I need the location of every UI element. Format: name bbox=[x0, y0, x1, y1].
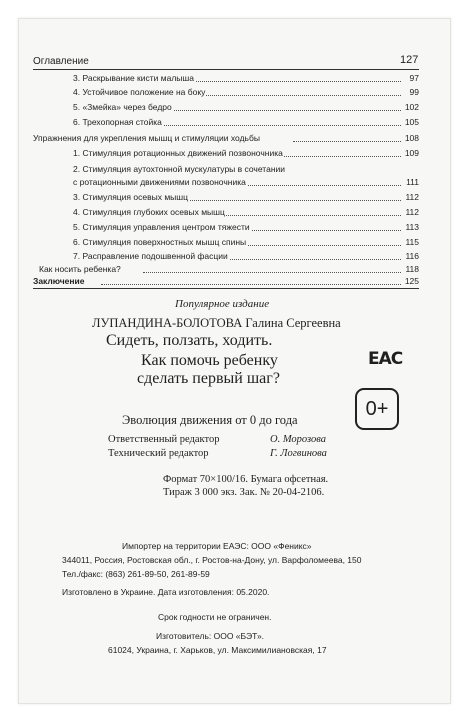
toc-entry-title: Заключение bbox=[33, 276, 85, 286]
toc-entry-title: 3. Раскрывание кисти малыша bbox=[73, 73, 194, 83]
manufacturer: Изготовитель: ООО «БЭТ». bbox=[156, 631, 265, 641]
toc-entry[interactable] bbox=[33, 86, 419, 98]
eac-certification-mark: EAC bbox=[368, 349, 403, 369]
toc-leader-dots bbox=[101, 284, 401, 285]
toc-entry-page: 112 bbox=[405, 207, 419, 217]
importer-line: Импортер на территории ЕАЭС: ООО «Феникс» bbox=[122, 541, 312, 551]
print-format: Формат 70×100/16. Бумага офсетная. bbox=[163, 474, 329, 485]
toc-entry-title: 5. Стимуляция управления центром тяжести bbox=[73, 222, 250, 232]
toc-entry[interactable] bbox=[33, 206, 419, 218]
toc-entry-title: 3. Стимуляция осевых мышц bbox=[73, 192, 188, 202]
age-rating-badge: 0+ bbox=[355, 388, 399, 430]
toc-entry-title: 1. Стимуляция ротационных движений позвоночника bbox=[73, 148, 283, 158]
toc-entry-title: 6. Трехопорная стойка bbox=[73, 117, 162, 127]
tech-editor-name: Г. Логвинова bbox=[270, 448, 327, 459]
manufacturer-address: 61024, Украина, г. Харьков, ул. Максимилиановская, 17 bbox=[108, 645, 327, 655]
toc-section[interactable] bbox=[33, 263, 419, 275]
toc-section[interactable] bbox=[33, 132, 419, 144]
toc-entry[interactable] bbox=[33, 116, 419, 128]
toc-entry-title: 2. Стимуляция аутохтонной мускулатуры в сочетании bbox=[73, 164, 286, 174]
book-title-line3: сделать первый шаг? bbox=[137, 370, 280, 387]
manufacture-date: Изготовлено в Украине. Дата изготовления: 05.2020. bbox=[62, 587, 270, 597]
toc-entry-page: 118 bbox=[405, 264, 419, 274]
toc-entry-page: 102 bbox=[404, 102, 419, 112]
editor-label: Ответственный редактор bbox=[108, 434, 220, 445]
toc-leader-dots bbox=[293, 141, 401, 142]
toc-entry[interactable] bbox=[33, 236, 419, 248]
toc-entry-page: 112 bbox=[405, 192, 419, 202]
toc-entry[interactable] bbox=[33, 250, 419, 262]
edition-type-label: Популярное издание bbox=[175, 298, 270, 310]
toc-entry[interactable] bbox=[33, 176, 419, 188]
toc-entry-page: 116 bbox=[405, 251, 419, 261]
book-title-line2: Как помочь ребенку bbox=[141, 352, 278, 369]
importer-phone: Тел./факс: (863) 261-89-50, 261-89-59 bbox=[62, 569, 210, 579]
toc-entry[interactable] bbox=[33, 147, 419, 159]
toc-entry-page: 108 bbox=[404, 133, 419, 143]
toc-entry-page: 105 bbox=[404, 117, 419, 127]
importer-address: 344011, Россия, Ростовская обл., г. Ростов-на-Дону, ул. Варфоломеева, 150 bbox=[62, 555, 362, 565]
page-number: 127 bbox=[400, 54, 419, 66]
toc-entry[interactable] bbox=[33, 101, 419, 113]
author-name: ЛУПАНДИНА-БОЛОТОВА Галина Сергеевна bbox=[92, 316, 341, 330]
toc-entry-title: Упражнения для укрепления мышц и стимуляции ходьбы bbox=[33, 133, 260, 143]
toc-entry[interactable] bbox=[33, 72, 419, 84]
print-run: Тираж 3 000 экз. Зак. № 20-04-2106. bbox=[163, 487, 325, 498]
book-title-line1: Сидеть, ползать, ходить. bbox=[106, 332, 273, 349]
toc-entry-page: 115 bbox=[405, 237, 419, 247]
editor-name: О. Морозова bbox=[270, 434, 326, 445]
toc-entry[interactable] bbox=[33, 191, 419, 203]
toc-entry-page: 109 bbox=[404, 148, 419, 158]
shelf-life: Срок годности не ограничен. bbox=[158, 612, 272, 622]
toc-entry-page: 99 bbox=[409, 87, 419, 97]
toc-entry-page: 113 bbox=[405, 222, 419, 232]
toc-section-conclusion[interactable] bbox=[33, 275, 419, 287]
toc-entry-page: 97 bbox=[409, 73, 419, 83]
tech-editor-label: Технический редактор bbox=[108, 448, 209, 459]
toc-entry-page: 111 bbox=[406, 177, 419, 187]
toc-entry-title: 7. Расправление подошвенной фасции bbox=[73, 251, 228, 261]
toc-entry[interactable] bbox=[33, 163, 419, 175]
toc-entry-title: 4. Устойчивое положение на боку bbox=[73, 87, 206, 97]
toc-entry-title: 4. Стимуляция глубоких осевых мышц bbox=[73, 207, 225, 217]
toc-entry-title: 5. «Змейка» через бедро bbox=[73, 102, 172, 112]
table-of-contents bbox=[33, 70, 419, 289]
section-header: Оглавление bbox=[33, 56, 89, 67]
toc-entry-title: с ротационными движениями позвоночника bbox=[73, 177, 246, 187]
book-subtitle: Эволюция движения от 0 до года bbox=[122, 413, 298, 427]
toc-entry-title: 6. Стимуляция поверхностных мышц спины bbox=[73, 237, 247, 247]
toc-leader-dots bbox=[143, 272, 401, 273]
toc-entry[interactable] bbox=[33, 221, 419, 233]
toc-entry-page: 125 bbox=[404, 276, 419, 286]
toc-entry-title: Как носить ребенка? bbox=[39, 264, 121, 274]
